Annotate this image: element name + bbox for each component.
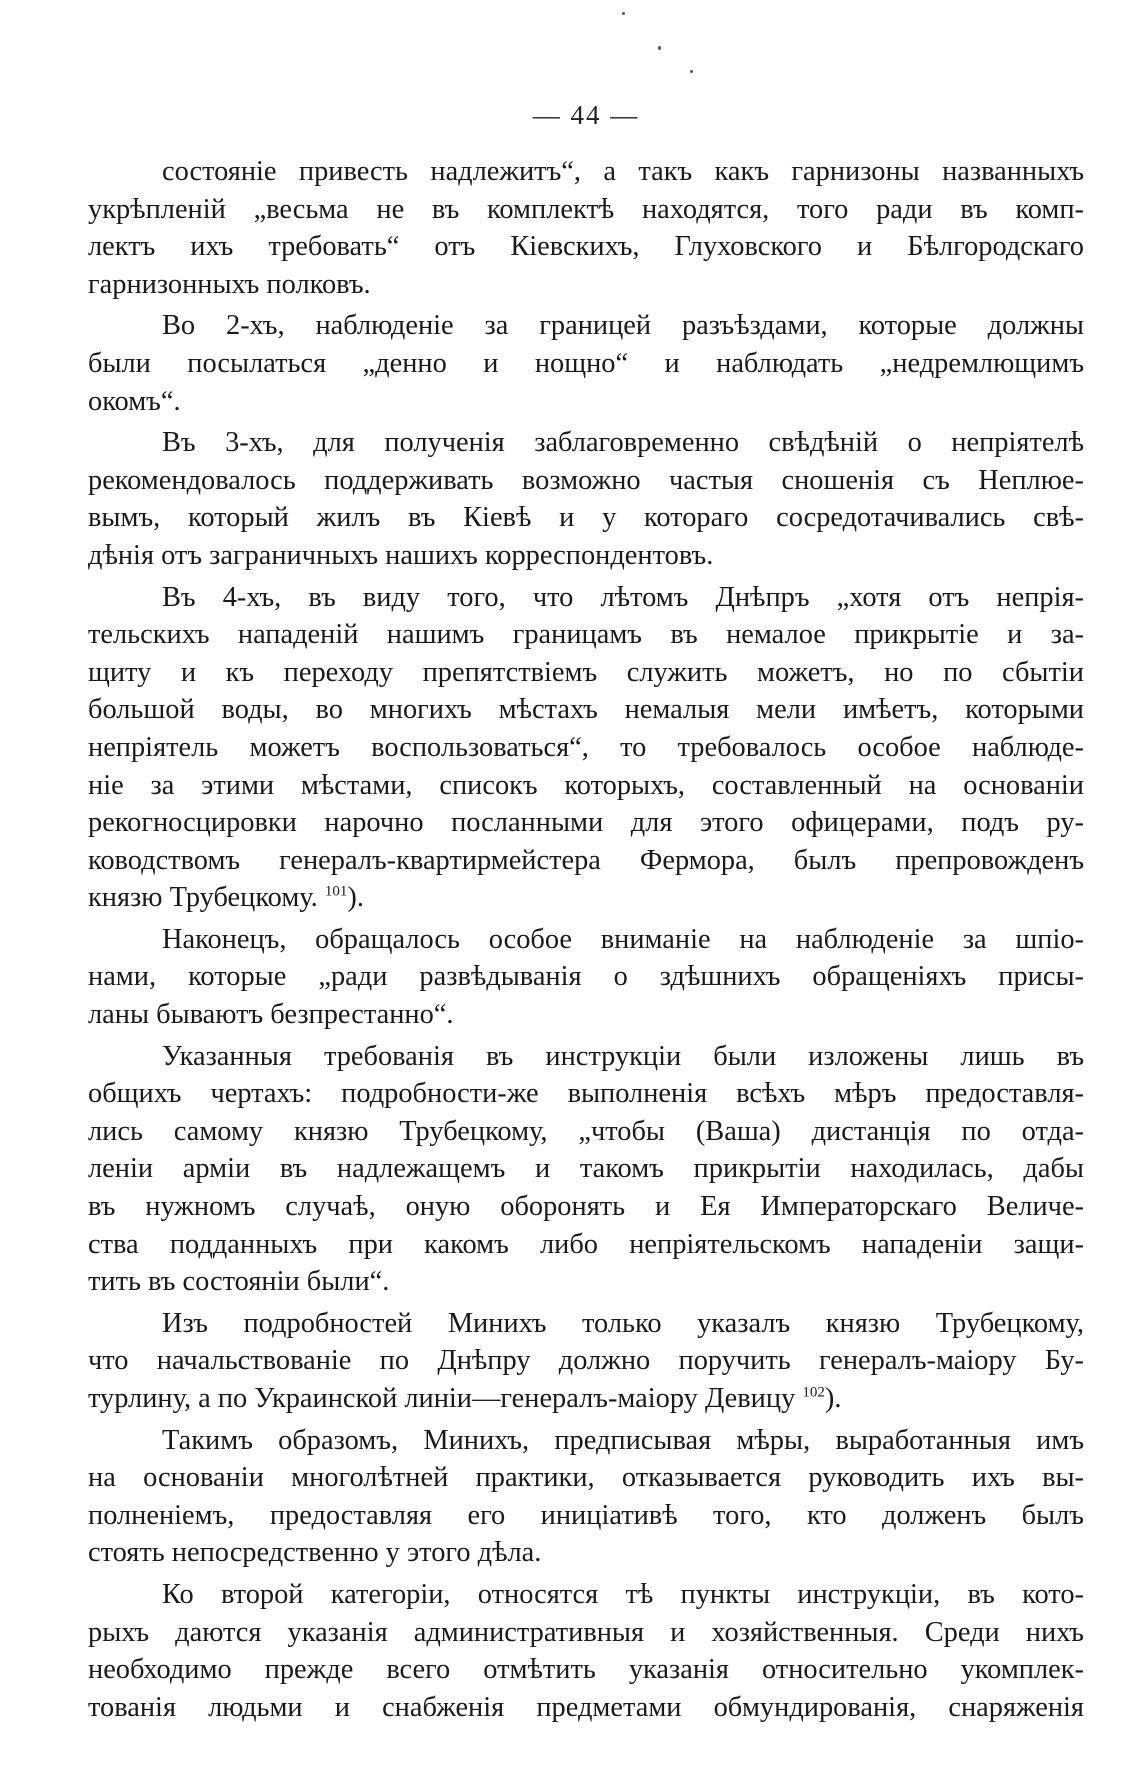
text-line: большой воды, во многихъ мѣстахъ немалыя мели имѣетъ, которыми: [88, 694, 1084, 726]
text-body: [88, 153, 1084, 1726]
text-line: въ нужномъ случаѣ, оную оборонять и Ея Императорскаго Величе-: [88, 1191, 1084, 1223]
text-line: тельскихъ нападеній нашимъ границамъ въ немалое прикрытіе и за-: [88, 619, 1084, 651]
text-line: укрѣпленій „весьма не въ комплектѣ находятся, того ради въ комп-: [88, 193, 1084, 225]
text-line: необходимо прежде всего отмѣтить указанія относительно укомплек-: [88, 1654, 1084, 1686]
text-line: лектъ ихъ требовать“ отъ Кіевскихъ, Глуховского и Бѣлгородскаго: [88, 231, 1084, 263]
paragraph: [88, 1576, 1084, 1726]
paragraph: [88, 579, 1084, 917]
text-line: ланы бываютъ безпрестанно“.: [88, 999, 454, 1031]
text-line: полненіемъ, предоставляя его иниціативѣ того, кто долженъ былъ: [88, 1499, 1084, 1531]
text-line: гарнизонныхъ полковъ.: [88, 268, 371, 300]
text-line: щиту и къ переходу препятствіемъ служить можетъ, но по сбытіи: [88, 656, 1084, 688]
text-line: рыхъ даются указанія административныя и хозяйственныя. Среди нихъ: [88, 1616, 1084, 1648]
text-line: князю Трубецкому.: [88, 882, 325, 914]
page-number: — 44 —: [532, 100, 640, 130]
paragraph: [88, 424, 1084, 574]
text-line: вымъ, который жилъ въ Кіевѣ и у котораго сосредотачивались свѣ-: [88, 502, 1084, 534]
scan-speck: [622, 12, 625, 15]
text-line: рекогносцировки нарочно посланными для этого офицерами, подъ ру-: [88, 807, 1084, 839]
text-line: Во 2-хъ, наблюденіе за границей разъѣздами, которые должны: [162, 310, 1084, 342]
text-line: Въ 4-хъ, въ виду того, что лѣтомъ Днѣпръ „хотя отъ непрія-: [162, 581, 1084, 613]
document-page: [88, 100, 1084, 1726]
text-line: тить въ состояніи были“.: [88, 1266, 390, 1298]
text-line: Такимъ образомъ, Минихъ, предписывая мѣры, выработанныя имъ: [162, 1424, 1084, 1456]
text-line: ководствомъ генералъ-квартирмейстера Фермора, былъ препровожденъ: [88, 844, 1084, 876]
footnote-marker: 101: [324, 883, 348, 900]
text-line: состояніе привесть надлежитъ“, а такъ какъ гарнизоны названныхъ: [162, 156, 1084, 187]
text-line: тованія людьми и снабженія предметами обмундированія, снаряженія: [88, 1691, 1084, 1723]
text-line: дѣнія отъ заграничныхъ нашихъ корреспондентовъ.: [88, 539, 714, 571]
text-line: нами, которые „ради развѣдыванія о здѣшнихъ обращеніяхъ присы-: [88, 961, 1084, 993]
footnote-tail: ).: [824, 1383, 842, 1414]
paragraph: [88, 1422, 1084, 1572]
paragraph: [88, 1038, 1084, 1301]
text-line: Изъ подробностей Минихъ только указалъ князю Трубецкому,: [162, 1307, 1084, 1339]
text-line: ніе за этими мѣстами, списокъ которыхъ, составленный на основаніи: [88, 769, 1084, 801]
text-line: были посылаться „денно и нощно“ и наблюдать „недремлющимъ: [88, 347, 1084, 379]
text-line-with-footnote: [88, 879, 1084, 917]
text-line: на основаніи многолѣтней практики, отказывается руководить ихъ вы-: [88, 1462, 1084, 1494]
text-line: непріятель можетъ воспользоваться“, то требовалось особое наблюде-: [88, 731, 1084, 763]
text-line: лись самому князю Трубецкому, „чтобы (Ваша) дистанція по отда-: [88, 1115, 1084, 1147]
paragraph: [88, 307, 1084, 420]
paragraph: [88, 153, 1084, 303]
text-line: общихъ чертахъ: подробности-же выполненія всѣхъ мѣръ предоставля-: [88, 1078, 1084, 1110]
text-line: ства подданныхъ при какомъ либо непріятельскомъ нападеніи защи-: [88, 1228, 1084, 1260]
text-line: стоять непосредственно у этого дѣла.: [88, 1537, 542, 1569]
text-line: Наконецъ, обращалось особое вниманіе на наблюденіе за шпіо-: [162, 923, 1084, 955]
text-line: окомъ“.: [88, 385, 181, 417]
text-line: Указанныя требованія въ инструкціи были изложены лишь въ: [162, 1040, 1084, 1072]
paragraph: [88, 921, 1084, 1034]
text-line: Ко второй категоріи, относятся тѣ пункты инструкціи, въ кото-: [162, 1578, 1084, 1610]
text-line: леніи арміи въ надлежащемъ и такомъ прикрытіи находилась, дабы: [88, 1153, 1084, 1185]
paragraph: [88, 1305, 1084, 1418]
text-line: что начальствованіе по Днѣпру должно поручить генералъ-маіору Бу-: [88, 1345, 1084, 1377]
text-line: Въ 3-хъ, для полученія заблаговременно свѣдѣній о непріятелѣ: [162, 427, 1084, 459]
scan-speck: [690, 70, 693, 73]
footnote-marker: 102: [802, 1384, 825, 1401]
text-line: рекомендовалось поддерживать возможно частыя сношенія съ Неплюе-: [88, 464, 1084, 496]
scan-speck: [658, 46, 661, 50]
text-line-with-footnote: [88, 1380, 1084, 1418]
text-line: турлину, а по Украинской линіи—генералъ-маіору Девицу: [88, 1383, 803, 1414]
footnote-tail: ).: [347, 882, 364, 914]
